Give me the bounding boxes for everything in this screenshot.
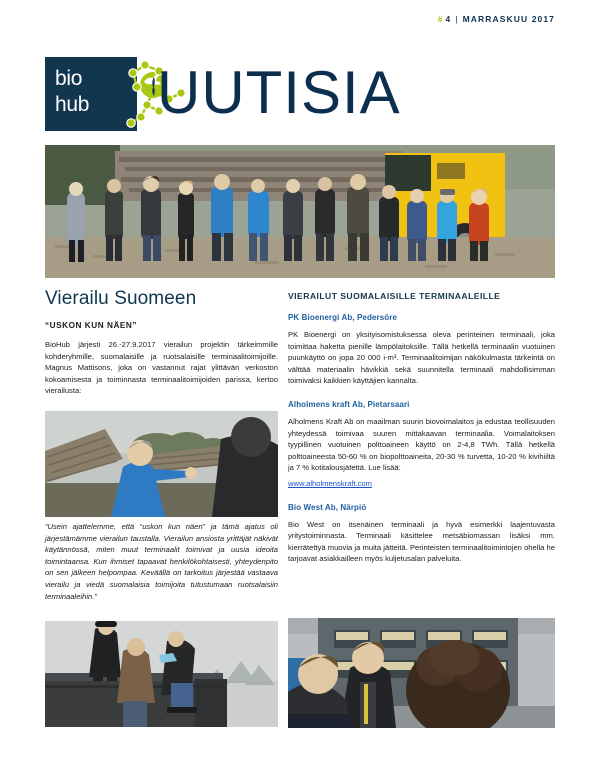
hash-symbol: #	[437, 14, 444, 24]
section-heading: Alholmens kraft Ab, Pietarsaari	[288, 399, 410, 409]
terminal-section-bio-west	[288, 503, 555, 565]
article-title: Vierailu Suomeen	[45, 288, 197, 309]
biohub-logo-text	[55, 66, 89, 118]
left-column-quote-wrap	[45, 521, 278, 602]
article-quote: “Usein ajattelemme, että “uskon kun näen” ja tämä ajatus oli järjestämämme vierailun taustalla. Vierailun ansiosta yrittäjät näkivät käytännössä, miten muut terminaalit toimivat ja uusia ideoita toimintaansa. Kun ihmiset tapaavat henkilökohtaisesti, yhteydenpito on sen jälkeen helpompaa. Keväällä on tarkoitus järjestää vastaava vierailu ja viedä suomalaisia toimijoita tutustumaan ruotsalaisiin terminaaleihin.”	[45, 522, 278, 601]
section-body-text: Alholmens Kraft Ab on maailman suurin biovoimalaitos ja edustaa teollisuuden yhteydessä toimivaa suuren mittakaavan terminaalia. Voimalaitoksen tyypillinen vuotuinen polttoaineen käyttö on 2-4,8 TWh. Tällä hetkellä polttoaineesta 50-60 % on biopolttoaineita, 20-30 % turvetta, 10-20 % kivihiiltä ja 7 % kotitalousjätettä. Lue lisää:	[288, 416, 555, 473]
masthead	[45, 55, 555, 133]
issue-number: 4	[445, 14, 452, 24]
alholmenskraft-link[interactable]: www.alholmenskraft.com	[288, 478, 372, 488]
issue-date: MARRASKUU 2017	[462, 14, 555, 24]
right-column-title: VIERAILUT SUOMALAISILLE TERMINAALEILLE	[288, 291, 501, 301]
hero-photo-group-at-terminal	[45, 145, 555, 278]
section-body: PK Bioenergi on yksityisomistuksessa oleva perinteinen terminaali, joka toimittaa haketta pienille lämpölaitoksille. Tällä hetkellä terminaalin vuotuinen puunkäyttö on jopa 20 000 i-m³. Terminaalitoimijan näkökulmasta tärkeintä on välttää materiaalin hävikkiä sekä suunnitella terminaali mahdollisimman toimivaksi kaikkien käyttäjien kannalta.	[288, 330, 555, 386]
photo-man-speaking-industrial	[288, 618, 555, 728]
section-heading: PK Bioenergi Ab, Pedersöre	[288, 313, 397, 322]
left-column	[45, 288, 278, 397]
logo-line-bio: bio	[55, 67, 83, 90]
logo-line-hub: hub	[55, 93, 90, 116]
section-heading: Bio West Ab, Närpiö	[288, 502, 367, 512]
section-body: Bio West on itsenäinen terminaali ja hyvä esimerkki laajentuvasta yritystoiminnasta. Terminaali käsittelee metsäbiomassan lisäksi mm. kierrätettyä muovia ja muita jätteitä. Perinteisten terminaalitoimintojen ohella he tarjoavat asiakkailleen myös kuljetusalan palveluita.	[288, 519, 555, 564]
wordmark-uutisia: UUTISIA	[157, 59, 401, 126]
header-separator: |	[455, 14, 459, 24]
section-link-wrap	[288, 478, 555, 490]
terminal-section-alholmens-kraft	[288, 400, 555, 490]
article-intro-paragraph: BioHub järjesti 26.-27.9.2017 vierailun projektin tärkeimmille kohderyhmille, suomalaisille ja ruotsalaisille terminaalitoimijoille. Magnus Mattisons, joka on vastannut rajat ylittävän verkoston kokoamisesta ja toiminnasta terminaalitoimijoiden parissa, kertoo vierailusta:	[45, 340, 278, 396]
article-subhead: “USKON KUN NÄEN”	[45, 321, 138, 330]
terminal-section-pk-bioenergi	[288, 313, 555, 387]
section-body	[288, 416, 555, 474]
issue-header	[438, 14, 555, 24]
photo-man-gesturing-timber	[45, 411, 278, 517]
right-column	[288, 291, 555, 578]
photo-men-on-container	[45, 621, 278, 727]
